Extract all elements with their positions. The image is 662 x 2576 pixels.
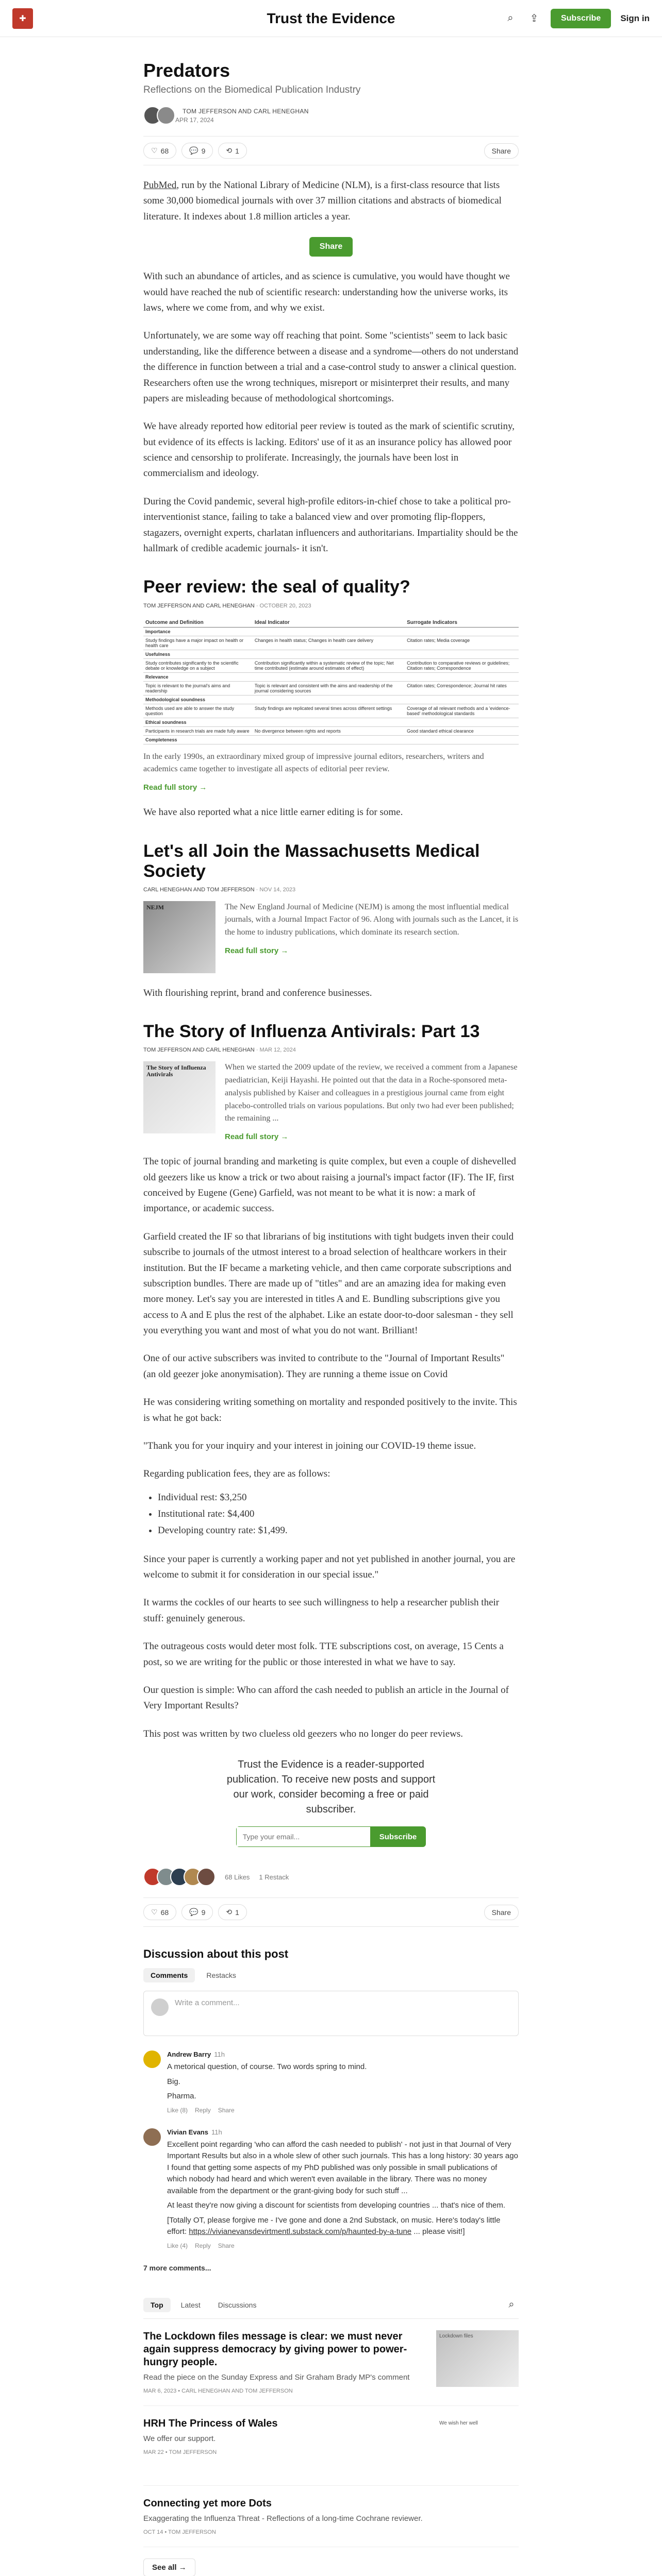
paragraph: PubMed, run by the National Library of Medicine (NLM), is a first-class resource that lists some 30,000 biomedical journals with over 37 million citations and abstracts of biomedical literature. It indexes about 1.8 million articles a year. bbox=[143, 180, 502, 222]
table-cell: Study findings have a major impact on health or health care bbox=[143, 636, 253, 650]
archive-post-subtitle: We offer our support. bbox=[143, 2434, 216, 2443]
table-cell: Study findings are replicated several times across different settings bbox=[253, 704, 405, 718]
table-cell: Good standard ethical clearance bbox=[405, 726, 519, 735]
table-cell bbox=[405, 718, 519, 726]
list-item: • Institutional rate: $4,400 bbox=[158, 1506, 519, 1522]
post-action-bar bbox=[143, 136, 519, 165]
more-comments-link[interactable]: 7 more comments... bbox=[143, 2263, 211, 2272]
paragraph: "Thank you for your inquiry and your interest in joining our COVID-19 theme issue. bbox=[143, 1440, 476, 1452]
paragraph: We have also reported what a nice little earner editing is for some. bbox=[143, 807, 403, 818]
table-cell: Contribution significantly within a systematic review of the topic; Net time contributed (estimate around estimates of effect) bbox=[253, 658, 405, 672]
read-full-story-link[interactable]: Read full story → bbox=[225, 1132, 289, 1142]
site-name[interactable]: Trust the Evidence bbox=[267, 10, 395, 26]
subscribe-submit-button[interactable]: Subscribe bbox=[370, 1826, 426, 1847]
table-cell bbox=[253, 650, 405, 658]
archive-tabs bbox=[143, 2298, 519, 2319]
table-cell: Methodological soundness bbox=[143, 695, 253, 704]
tab-discussions[interactable]: Discussions bbox=[218, 2300, 257, 2309]
table-header: Outcome and Definition bbox=[143, 618, 253, 628]
fee-list bbox=[143, 1489, 519, 1539]
table-cell bbox=[253, 695, 405, 704]
share-icon[interactable]: ⇪ bbox=[529, 13, 539, 24]
table-row bbox=[143, 672, 519, 681]
restack-icon: ⟲ bbox=[226, 1908, 233, 1917]
like-count: 68 bbox=[160, 146, 169, 155]
search-icon[interactable]: ⌕ bbox=[507, 12, 514, 24]
archive-post[interactable] bbox=[143, 2406, 519, 2486]
comment-count: 9 bbox=[201, 146, 206, 155]
share-comment-button[interactable]: Share bbox=[218, 2242, 235, 2249]
likes-count-text[interactable]: 68 Likes bbox=[225, 1873, 250, 1881]
top-navbar bbox=[0, 0, 662, 37]
list-item: • Individual rest: $3,250 bbox=[158, 1489, 519, 1506]
table-cell: Completeness bbox=[143, 735, 253, 744]
table-cell: Changes in health status; Changes in health care delivery bbox=[253, 636, 405, 650]
table-row bbox=[143, 650, 519, 658]
table-cell: Participants in research trials are made fully aware bbox=[143, 726, 253, 735]
comment-text: [Totally OT, please forgive me - I've gone and done a 2nd Substack, on music. Here's today's little effort: https://vivianevansdevirtmentl.substack.com/p/haunted-by-a-tune ... please visit!] bbox=[167, 2215, 501, 2236]
subscribe-text: Trust the Evidence is a reader-supported publication. To receive new posts and support our work, consider becoming a free or paid subscriber. bbox=[226, 1759, 436, 1816]
table-row bbox=[143, 704, 519, 718]
embed-excerpt: The New England Journal of Medicine (NEJM) is among the most influential medical journals, with a Journal Impact Factor of 96. Along with journals such as the Lancet, it is the home to industry publications, which dominate its research section. bbox=[225, 902, 519, 937]
comment-text: Pharma. bbox=[167, 2092, 196, 2101]
comment-actions bbox=[167, 2107, 519, 2114]
embed-title[interactable]: Peer review: the seal of quality? bbox=[143, 577, 410, 597]
paragraph: It warms the cockles of our hearts to see such willingness to help a researcher publish their stuff: genuinely generous. bbox=[143, 1597, 500, 1624]
share-post-button[interactable]: Share bbox=[309, 237, 353, 257]
post-container bbox=[143, 60, 519, 2576]
comment-link[interactable]: https://vivianevansdevirtmentl.substack.com/p/haunted-by-a-tune bbox=[189, 2227, 412, 2236]
embed-thumbnail[interactable]: NEJM bbox=[143, 901, 216, 973]
write-comment-box[interactable] bbox=[143, 1991, 519, 2036]
quality-table bbox=[143, 618, 519, 744]
table-cell: Contribution to comparative reviews or guidelines; Citation rates; Correspondence bbox=[405, 658, 519, 672]
read-full-story-link[interactable]: Read full story → bbox=[225, 946, 289, 956]
embed-meta: TOM JEFFERSON AND CARL HENEGHAN · MAR 12, 2024 bbox=[143, 1047, 296, 1054]
paragraph: This post was written by two clueless old geezers who no longer do peer reviews. bbox=[143, 1728, 463, 1739]
post-body bbox=[143, 178, 519, 1742]
archive-post-title[interactable]: The Lockdown files message is clear: we must never again suppress democracy by giving power to power-hungry people. bbox=[143, 2330, 407, 2368]
embed-excerpt: When we started the 2009 update of the review, we received a comment from a Japanese paediatrician, Keiji Hayashi. He pointed out that the data in a Roche-sponsored meta-analysis published by Kaiser and colleagues in a prestigious journal came from eight placebo-controlled trials on various populations. But only two had ever been published; the remaining ... bbox=[225, 1063, 518, 1123]
table-header: Ideal Indicator bbox=[253, 618, 405, 628]
paragraph: Regarding publication fees, they are as follows: bbox=[143, 1468, 330, 1480]
like-button[interactable] bbox=[143, 143, 176, 159]
share-label: Share bbox=[491, 146, 511, 155]
comment-author[interactable]: Andrew Barry 11h bbox=[167, 2050, 225, 2059]
table-cell bbox=[253, 735, 405, 744]
tab-top[interactable]: Top bbox=[143, 2298, 171, 2312]
reply-button[interactable]: Reply bbox=[195, 2106, 211, 2114]
archive-post-image[interactable]: We wish her well bbox=[436, 2417, 519, 2474]
paragraph: With flourishing reprint, brand and conference businesses. bbox=[143, 987, 372, 998]
list-item: • Developing country rate: $1,499. bbox=[158, 1522, 519, 1539]
reply-button[interactable]: Reply bbox=[195, 2242, 211, 2249]
comment-actions bbox=[167, 2242, 519, 2249]
table-cell: Methods used are able to answer the study question bbox=[143, 704, 253, 718]
archive-post-meta: OCT 14 • TOM JEFFERSON bbox=[143, 2529, 216, 2535]
restack-button[interactable] bbox=[218, 1904, 247, 1920]
archive-post-meta: MAR 22 • TOM JEFFERSON bbox=[143, 2449, 217, 2455]
table-cell: Citation rates; Media coverage bbox=[405, 636, 519, 650]
paragraph: During the Covid pandemic, several high-profile editors-in-chief chose to take a political pro-interventionist stance, failing to take a balanced view and over promoting flip-floppers, stagazers, overnight experts, charlatan influencers and authoritarians. Impartiality should be the hallmark of credible academic journals- it isn't. bbox=[143, 496, 518, 554]
table-row bbox=[143, 681, 519, 695]
paragraph: Our question is simple: Who can afford the cash needed to publish an article in the Journal of Very Important Results? bbox=[143, 1685, 509, 1711]
embedded-post-antivirals[interactable] bbox=[143, 1022, 519, 1142]
archive-post-image[interactable]: Lockdown files bbox=[436, 2330, 519, 2387]
table-row bbox=[143, 718, 519, 726]
embed-excerpt: In the early 1990s, an extraordinary mixed group of impressive journal editors, researchers, writers and academics came together to investigate all aspects of editorial peer review. bbox=[143, 752, 484, 774]
embed-meta: CARL HENEGHAN AND TOM JEFFERSON · NOV 14, 2023 bbox=[143, 886, 296, 893]
like-comment-button[interactable]: Like (4) bbox=[167, 2242, 188, 2249]
archive-post-subtitle: Exaggerating the Influenza Threat - Reflections of a long-time Cochrane reviewer. bbox=[143, 2514, 423, 2523]
like-comment-button[interactable]: Like (8) bbox=[167, 2106, 188, 2114]
table-cell: Usefulness bbox=[143, 650, 253, 658]
tab-restacks[interactable]: Restacks bbox=[206, 1971, 236, 1980]
author-avatars[interactable] bbox=[143, 106, 170, 125]
email-input[interactable] bbox=[236, 1826, 370, 1847]
tab-comments[interactable]: Comments bbox=[143, 1968, 195, 1982]
paragraph: The outrageous costs would deter most folk. TTE subscriptions cost, on average, 15 Cents a post, so we are writing for the public or those interested in what we have to say. bbox=[143, 1641, 504, 1668]
comment-author[interactable]: Vivian Evans 11h bbox=[167, 2128, 222, 2136]
restack-count: 1 bbox=[235, 1908, 239, 1917]
paragraph: The topic of journal branding and marketing is quite complex, but even a couple of dishevelled old geezers like us know a trick or two about raising a journal's impact factor (IF). The IF, first conceived by Eugene (Gene) Garfield, was not meant to be what it is now: a mark of importance, or academic success. bbox=[143, 1156, 516, 1214]
discussion-heading: Discussion about this post bbox=[143, 1947, 289, 1961]
site-logo[interactable]: ✚ bbox=[12, 8, 33, 29]
post-authors[interactable]: TOM JEFFERSON AND CARL HENEGHAN bbox=[183, 107, 309, 115]
embedded-post-mms[interactable] bbox=[143, 841, 519, 973]
comment-text: A metorical question, of course. Two words spring to mind. bbox=[167, 2062, 367, 2072]
embed-meta: TOM JEFFERSON AND CARL HENEGHAN · OCTOBER 20, 2023 bbox=[143, 602, 311, 609]
table-cell: Study contributes significantly to the scientific debate or knowledge on a subject bbox=[143, 658, 253, 672]
header-actions bbox=[503, 9, 650, 28]
comment bbox=[143, 2128, 519, 2249]
archive-post-title[interactable]: HRH The Princess of Wales bbox=[143, 2417, 278, 2429]
see-all-button[interactable]: See all → bbox=[143, 2558, 195, 2576]
paragraph: We have already reported how editorial peer review is touted as the mark of scientific scrutiny, but evidence of its effects is lacking. Editors' use of it as an insurance policy has allowed poor science and censorship to proliferate. Increasingly, the journals have been lost in commercialism and ideology. bbox=[143, 421, 515, 479]
sign-in-button[interactable]: Sign in bbox=[620, 13, 650, 23]
likes-summary bbox=[143, 1868, 519, 1886]
embedded-post-peer-review[interactable] bbox=[143, 577, 519, 792]
share-label: Share bbox=[491, 1908, 511, 1917]
table-cell: Importance bbox=[143, 627, 253, 636]
table-cell bbox=[405, 735, 519, 744]
comment bbox=[143, 2050, 519, 2114]
share-button[interactable] bbox=[484, 143, 519, 159]
archive-post[interactable] bbox=[143, 2486, 519, 2547]
avatar bbox=[151, 1998, 169, 2016]
table-cell: Topic is relevant and consistent with the aims and readership of the journal considering sources bbox=[253, 681, 405, 695]
read-full-story-link[interactable]: Read full story → bbox=[143, 783, 207, 792]
table-cell: Relevance bbox=[143, 672, 253, 681]
table-cell bbox=[405, 627, 519, 636]
byline bbox=[143, 106, 519, 125]
subscribe-form bbox=[236, 1826, 426, 1847]
subscribe-widget bbox=[143, 1757, 519, 1847]
avatar[interactable] bbox=[197, 1868, 216, 1886]
paragraph: Since your paper is currently a working paper and not yet published in another journal, you are welcome to submit it for consideration in our special issue." bbox=[143, 1553, 516, 1581]
table-cell: Topic is relevant to the journal's aims and readership bbox=[143, 681, 253, 695]
table-cell bbox=[405, 695, 519, 704]
paragraph: With such an abundance of articles, and as science is cumulative, you would have thought we would have reached the nub of scientific research: understanding how the universe works, its laws, where we come from, and why we exist. bbox=[143, 271, 510, 313]
share-button[interactable] bbox=[484, 1905, 519, 1920]
post-subtitle: Reflections on the Biomedical Publication Industry bbox=[143, 84, 361, 95]
comment-placeholder[interactable]: Write a comment... bbox=[175, 1998, 240, 2008]
table-cell bbox=[253, 718, 405, 726]
heart-icon: ♡ bbox=[151, 1908, 158, 1917]
avatar[interactable] bbox=[143, 2128, 161, 2146]
tab-latest[interactable]: Latest bbox=[180, 2300, 201, 2309]
post-action-bar-bottom bbox=[143, 1897, 519, 1927]
paragraph: One of our active subscribers was invited to contribute to the "Journal of Important Results" (an old geezer joke anonymisation). They are running a theme issue on Covid bbox=[143, 1353, 505, 1380]
table-row bbox=[143, 695, 519, 704]
table-cell: Citation rates; Correspondence; Journal hit rates bbox=[405, 681, 519, 695]
comment-button[interactable] bbox=[181, 143, 213, 159]
archive-post-meta: MAR 6, 2023 • CARL HENEGHAN AND TOM JEFFERSON bbox=[143, 2387, 293, 2394]
paragraph: Unfortunately, we are some way off reaching that point. Some "scientists" seem to lack basic understanding, like the difference between a disease and a syndrome—others do not understand the difference in function between a trial and a case-control study to answer a clinical question. Researchers often use the wrong techniques, misreport or misinterpret their results, and many papers are misleading because of methodological shortcomings. bbox=[143, 330, 519, 404]
restack-icon: ⟲ bbox=[226, 146, 233, 155]
avatar[interactable] bbox=[157, 106, 175, 125]
discussion-tabs bbox=[143, 1968, 519, 1982]
table-row bbox=[143, 627, 519, 636]
table-cell bbox=[253, 672, 405, 681]
comment-count: 9 bbox=[201, 1908, 206, 1917]
table-cell bbox=[253, 627, 405, 636]
search-icon[interactable]: ⌕ bbox=[508, 2299, 515, 2311]
post-title: Predators bbox=[143, 60, 230, 81]
table-row bbox=[143, 726, 519, 735]
paragraph: He was considering writing something on mortality and responded positively to the invite. This is what he got back: bbox=[143, 1397, 517, 1423]
heart-icon: ♡ bbox=[151, 146, 158, 155]
restack-count: 1 bbox=[235, 146, 239, 155]
table-header: Surrogate Indicators bbox=[405, 618, 519, 628]
paragraph: Garfield created the IF so that librarians of big institutions with tight budgets inven their could subscribe to journals of the utmost interest to a broad selection of healthcare workers in their institution. But the IF became a marketing vehicle, and then came corporate subscriptions and subscription bundles. There are made up of "titles" and are an amazing idea for making even more money. Let's say you are interested in titles A and E. Bundling subscriptions give you access to A and E plus the rest of the alphabet. Like an estate door-to-door salesman - they sell you everything you want and most of what you do not want. Brilliant! bbox=[143, 1231, 514, 1336]
comment-text: At least they're now giving a discount for scientists from developing countries ... that's nice of them. bbox=[167, 2201, 506, 2210]
comment-icon: 💬 bbox=[189, 146, 198, 155]
post-date: APR 17, 2024 bbox=[175, 116, 214, 124]
archive-post-title[interactable]: Connecting yet more Dots bbox=[143, 2497, 272, 2509]
like-count: 68 bbox=[160, 1908, 169, 1917]
archive-post[interactable] bbox=[143, 2319, 519, 2406]
comment-text: Excellent point regarding 'who can afford the cash needed to publish' - not just in that Journal of Very Important Results but also in a whole slew of other such journals. This has a long history: 30 years ago I found that getting some aspects of my PhD published was only possible in small publications of which nobody had heard and which weren't even available in the library. There was no money available from the department or the grant-giving body for such stuff ... bbox=[167, 2140, 518, 2195]
avatar[interactable] bbox=[143, 2050, 161, 2068]
table-cell bbox=[405, 672, 519, 681]
pubmed-link[interactable]: PubMed bbox=[143, 180, 177, 191]
restack-button[interactable] bbox=[218, 143, 247, 159]
embed-title[interactable]: Let's all Join the Massachusetts Medical Society bbox=[143, 841, 480, 881]
table-cell bbox=[405, 650, 519, 658]
archive-post-subtitle: Read the piece on the Sunday Express and Sir Graham Brady MP's comment bbox=[143, 2372, 410, 2382]
table-cell: No divergence between rights and reports bbox=[253, 726, 405, 735]
share-comment-button[interactable]: Share bbox=[218, 2106, 235, 2114]
table-cell: Ethical soundness bbox=[143, 718, 253, 726]
like-button[interactable] bbox=[143, 1904, 176, 1920]
restacks-count-text[interactable]: 1 Restack bbox=[259, 1873, 289, 1881]
subscribe-button[interactable]: Subscribe bbox=[551, 9, 611, 28]
table-row bbox=[143, 735, 519, 744]
comment-icon: 💬 bbox=[189, 1908, 198, 1917]
comment-text: Big. bbox=[167, 2077, 180, 2086]
embed-thumbnail[interactable]: The Story of Influenza Antivirals bbox=[143, 1061, 216, 1133]
table-cell: Coverage of all relevant methods and a 'evidence-based' methodological standards bbox=[405, 704, 519, 718]
liker-avatars[interactable] bbox=[143, 1868, 210, 1886]
embed-title[interactable]: The Story of Influenza Antivirals: Part 13 bbox=[143, 1022, 480, 1042]
table-row bbox=[143, 658, 519, 672]
table-row bbox=[143, 636, 519, 650]
comment-button[interactable] bbox=[181, 1904, 213, 1920]
discussion-section bbox=[143, 1947, 519, 2272]
